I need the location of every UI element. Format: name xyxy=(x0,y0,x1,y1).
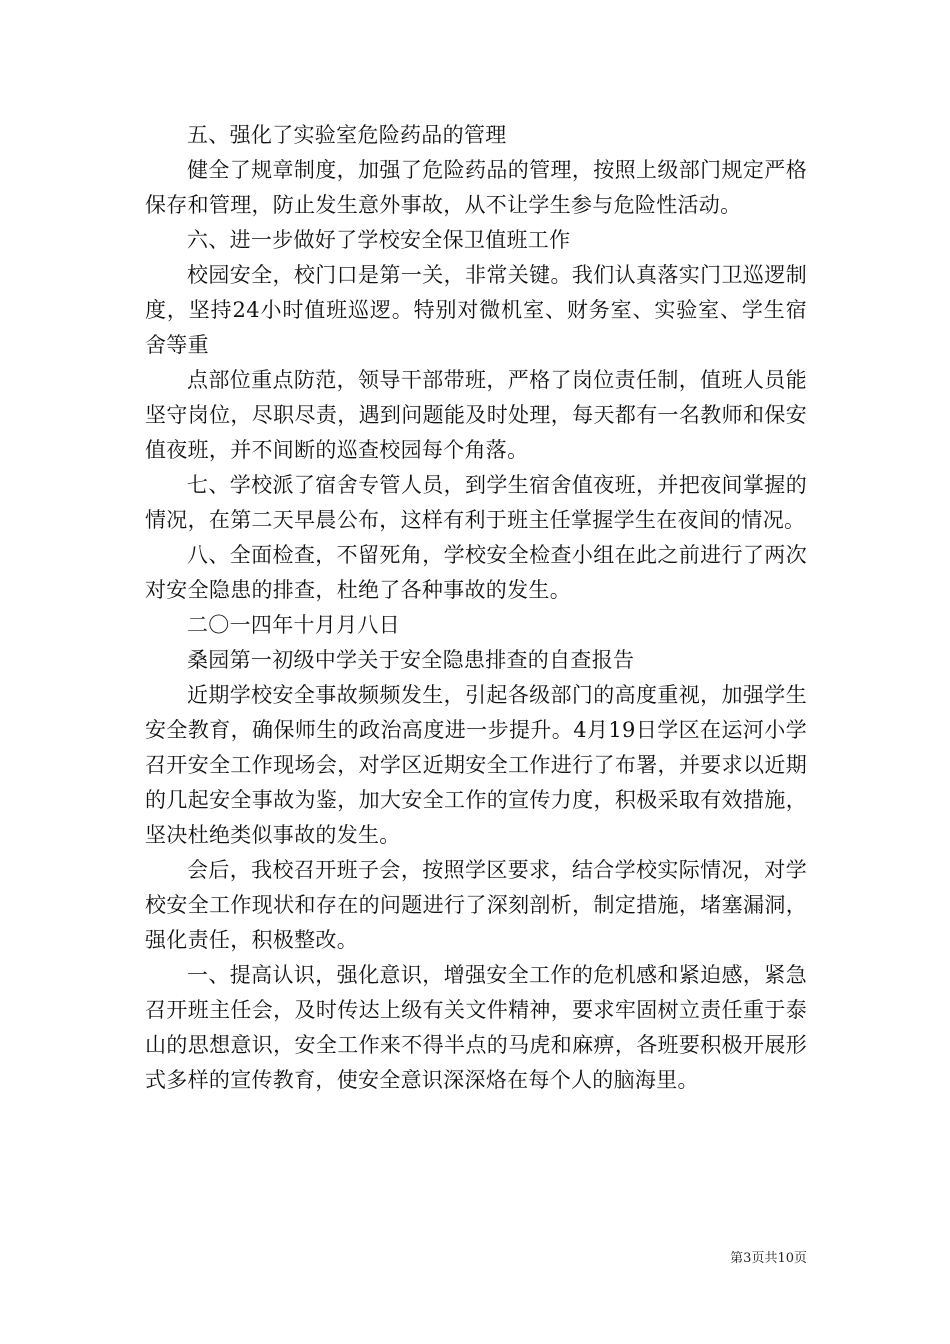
section-heading-6: 六、进一步做好了学校安全保卫值班工作 xyxy=(187,228,571,252)
paragraph: 会后，我校召开班子会，按照学区要求，结合学校实际情况，对学校安全工作现状和存在的问题进行了深刻剖析，制定措施，堵塞漏洞，强化责任，积极整改。 xyxy=(145,858,807,952)
paragraph: 一、提高认识，强化意识，增强安全工作的危机感和紧迫感，紧急召开班主任会，及时传达上级有关文件精神，要求牢固树立责任重于泰山的思想意识，安全工作来不得半点的马虎和麻痹，各班要积极开展形式多样的宣传教育，使安全意识深深烙在每个人的脑海里。 xyxy=(145,963,807,1092)
page-number: 第3页共10页 xyxy=(730,1251,807,1266)
paragraph: 健全了规章制度，加强了危险药品的管理，按照上级部门规定严格保存和管理，防止发生意外事故，从不让学生参与危险性活动。 xyxy=(145,158,807,217)
paragraph: 校园安全，校门口是第一关，非常关键。我们认真落实门卫巡逻制度，坚持24小时值班巡逻。特别对微机室、财务室、实验室、学生宿舍等重 xyxy=(145,263,807,357)
paragraph: 近期学校安全事故频频发生，引起各级部门的高度重视，加强学生安全教育，确保师生的政治高度进一步提升。4月19日学区在运河小学召开安全工作现场会，对学区近期安全工作进行了布署，并要求以近期的几起安全事故为鉴，加大安全工作的宣传力度，积极采取有效措施，坚决杜绝类似事故的发生。 xyxy=(145,683,807,847)
paragraph: 七、学校派了宿舍专管人员，到学生宿舍值夜班，并把夜间掌握的情况，在第二天早晨公布，这样有利于班主任掌握学生在夜间的情况。 xyxy=(145,473,807,532)
section-heading-5: 五、强化了实验室危险药品的管理 xyxy=(187,123,507,147)
document-date: 二〇一四年十月月八日 xyxy=(187,613,400,637)
report-title: 桑园第一初级中学关于安全隐患排查的自查报告 xyxy=(187,648,635,672)
paragraph: 八、全面检查，不留死角，学校安全检查小组在此之前进行了两次对安全隐患的排查，杜绝了各种事故的发生。 xyxy=(145,543,807,602)
document-body xyxy=(145,118,807,1098)
paragraph: 点部位重点防范，领导干部带班，严格了岗位责任制，值班人员能坚守岗位，尽职尽责，遇到问题能及时处理，每天都有一名教师和保安值夜班，并不间断的巡查校园每个角落。 xyxy=(145,368,807,462)
